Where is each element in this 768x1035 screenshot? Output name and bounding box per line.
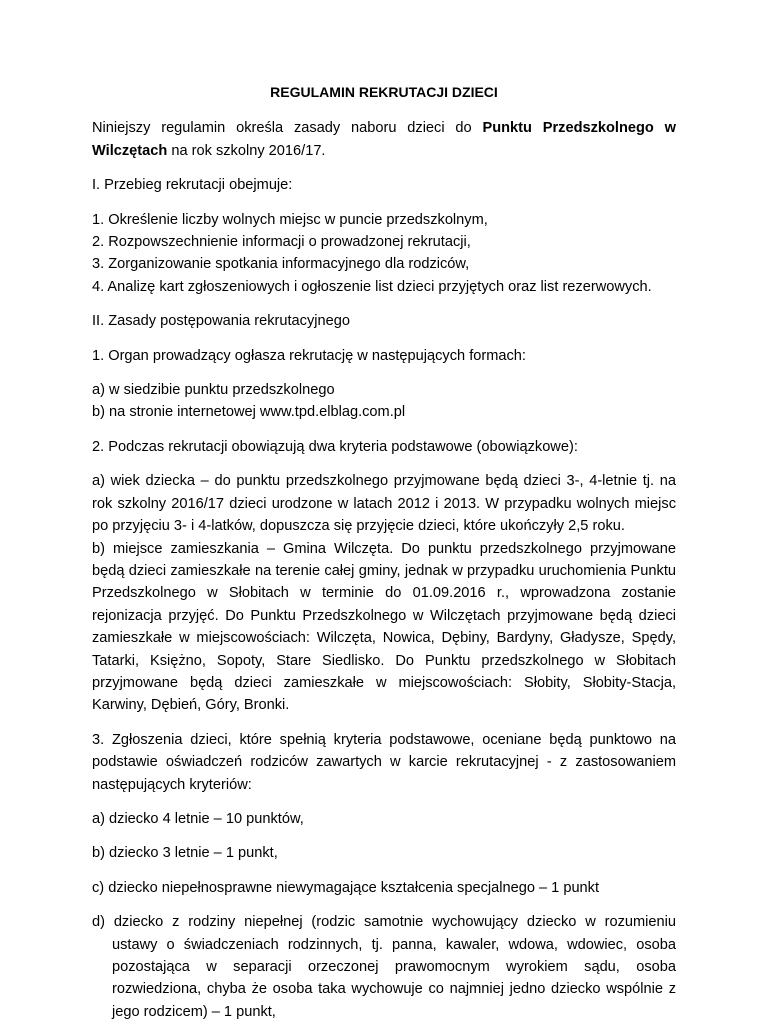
intro-text: Niniejszy regulamin określa zasady naboru dzieci do: [92, 120, 483, 137]
recruitment-forms: [92, 379, 676, 424]
intro-text-end: na rok szkolny 2016/17.: [167, 142, 326, 159]
list-item: b) na stronie internetowej www.tpd.elblag.com.pl: [92, 404, 406, 421]
section2-point2: 2. Podczas rekrutacji obowiązują dwa kryteria podstawowe (obowiązkowe):: [92, 438, 578, 455]
list-item: 3. Zorganizowanie spotkania informacyjnego dla rodziców,: [92, 256, 470, 273]
list-item: 2. Rozpowszechnienie informacji o prowadzonej rekrutacji,: [92, 234, 471, 251]
document-body: [92, 81, 676, 1035]
points-item: a) dziecko 4 letnie – 10 punktów,: [92, 810, 304, 827]
section2-point1: 1. Organ prowadzący ogłasza rekrutację w następujących formach:: [92, 347, 526, 364]
points-item: d) dziecko z rodziny niepełnej (rodzic samotnie wychowujący dziecko w rozumieniu ustawy o świadczeniach rodzinnych, tj. panna, kawaler, wdowa, wdowiec, osoba pozostająca w separacji orzeczonej prawomocnym wyrokiem sądu, osoba rozwiedziona, chyba że osoba taka wychowuje co najmniej jedno dziecko wspólnie z jego rodzicem) – 1 punkt,: [92, 914, 676, 1020]
intro-paragraph: [92, 117, 676, 162]
list-item: 4. Analizę kart zgłoszeniowych i ogłoszenie list dzieci przyjętych oraz list rezerwowych.: [92, 278, 652, 295]
section2-heading: II. Zasady postępowania rekrutacyjnego: [92, 313, 350, 330]
points-item: c) dziecko niepełnosprawne niewymagające kształcenia specjalnego – 1 punkt: [92, 879, 600, 896]
criteria-age: a) wiek dziecka – do punktu przedszkolnego przyjmowane będą dzieci 3-, 4-letnie tj. na rok szkolny 2016/17 dzieci urodzone w latach 2012 i 2013. W przypadku wolnych miejsc po przyjęciu 3- i 4-latków, dopuszcza się przyjęcie dzieci, które ukończyły 2,5 roku.: [92, 473, 676, 535]
list-item: 1. Określenie liczby wolnych miejsc w puncie przedszkolnym,: [92, 211, 488, 228]
points-item: b) dziecko 3 letnie – 1 punkt,: [92, 845, 278, 862]
criteria-block: [92, 470, 676, 716]
document-title: REGULAMIN REKRUTACJI DZIECI: [270, 84, 498, 100]
intro-institution: Punktu Przedszkolnego w Wilczętach: [92, 120, 677, 159]
section2-point3: 3. Zgłoszenia dzieci, które spełnią kryteria podstawowe, oceniane będą punktowo na podstawie oświadczeń rodziców zawartych w karcie rekrutacyjnej - z zastosowaniem następujących kryteriów:: [92, 731, 676, 793]
criteria-residence: b) miejsce zamieszkania – Gmina Wilczęta. Do punktu przedszkolnego przyjmowane będą dzieci zamieszkałe na terenie całej gminy, jednak w przypadku uruchomienia Punktu Przedszkolnego w Słobitach w terminie do 01.09.2016 r., wprowadzona zostanie rejonizacja przyjęć. Do Punktu Przedszkolnego w Wilczętach przyjmowane będą dzieci zamieszkałe w miejscowościach: Wilczęta, Nowica, Dębiny, Bardyny, Gładysze, Spędy, Tatarki, Księżno, Sopoty, Stare Siedlisko. Do Punktu przedszkolnego w Słobitach przyjmowane będą dzieci zamieszkałe w miejscowościach: Słobity, Słobity-Stacja, Karwiny, Dębień, Góry, Bronki.: [92, 540, 676, 714]
section1-heading: I. Przebieg rekrutacji obejmuje:: [92, 177, 293, 194]
section1-list: [92, 209, 676, 299]
list-item: a) w siedzibie punktu przedszkolnego: [92, 382, 335, 399]
